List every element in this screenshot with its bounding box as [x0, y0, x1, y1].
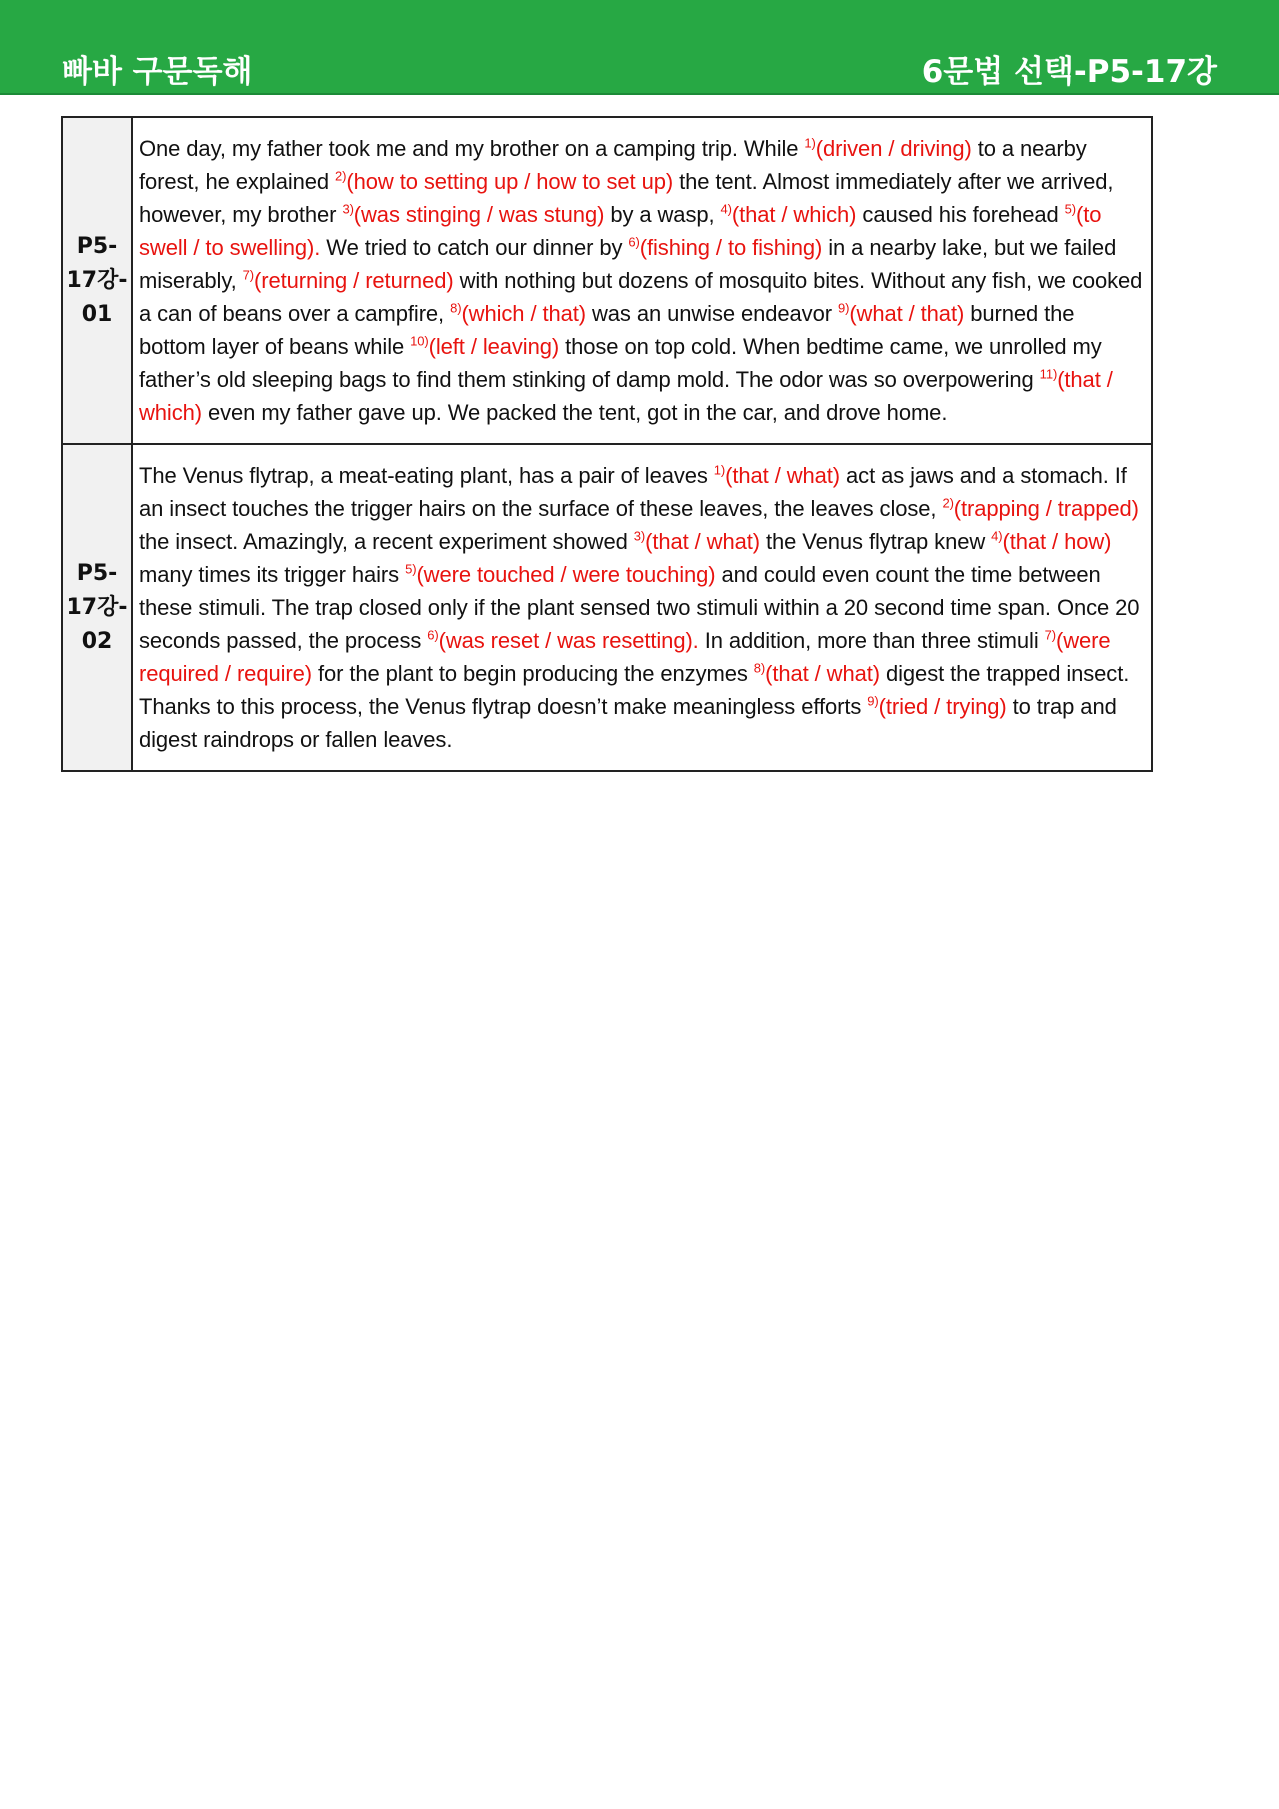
passage-text: caused his forehead [856, 202, 1065, 227]
passage-text: act as jaws and a stomach. If an insect touches the trigger hairs on the surface of these leaves, the leaves close, [139, 463, 1127, 521]
blank-number: 3) [633, 528, 646, 544]
passage-text: to a nearby forest, he explained [139, 136, 1087, 194]
blank-number: 10) [410, 333, 429, 349]
passage-text: even my father gave up. We packed the tent, got in the car, and drove home. [201, 400, 948, 425]
passage-text: many times its trigger hairs [139, 562, 406, 587]
blank-number: 6) [628, 234, 640, 250]
exercise-code [62, 117, 132, 444]
exercise-code-line: 02 [81, 628, 113, 654]
worksheet-title: 6문법 선택-P5-17강 [921, 54, 1217, 90]
passage-text: and could even count the time between these stimuli. The trap closed only if the plant sensed two stimuli within a 20 second time span. Once 20 seconds passed, the process [139, 562, 1140, 653]
passage-text: In addition, more than three stimuli [698, 628, 1045, 653]
answer-choice: (that / which) [139, 367, 1113, 425]
passage-text: the tent. Almost immediately after we arrived, however, my brother [139, 169, 1114, 227]
answer-choice: (how to setting up / how to set up) [346, 169, 674, 194]
passage-text: was an unwise endeavor [585, 301, 838, 326]
exercise-passage [132, 444, 1152, 771]
blank-number: 1) [804, 135, 816, 151]
answer-choice: (that / what) [645, 529, 760, 554]
passage-text: for the plant to begin producing the enzymes [311, 661, 754, 686]
passage-text: by a wasp, [604, 202, 721, 227]
answer-choice: (was stinging / was stung) [353, 202, 605, 227]
answer-choice: (tried / trying) [878, 694, 1007, 719]
answer-choice: (which / that) [461, 301, 586, 326]
blank-number: 5) [405, 561, 417, 577]
blank-number: 9) [867, 693, 879, 709]
passage-text: the insect. Amazingly, a recent experiment showed [139, 529, 634, 554]
passage-text: in a nearby lake, but we failed miserably, [139, 235, 1117, 293]
blank-number: 8) [753, 660, 766, 676]
blank-number: 2) [942, 495, 954, 511]
blank-number: 1) [713, 462, 726, 478]
answer-choice: (was reset / was resetting). [438, 628, 699, 653]
passage-text: digest the trapped insect. Thanks to this process, the Venus flytrap doesn’t make meaningless efforts [139, 661, 1130, 719]
answer-choice: (fishing / to fishing) [639, 235, 823, 260]
answer-choice: (trapping / trapped) [953, 496, 1139, 521]
answer-choice: (driven / driving) [815, 136, 972, 161]
answer-choice: (that / what) [765, 661, 880, 686]
passage-text: One day, my father took me and my brother on a camping trip. While [139, 136, 805, 161]
answer-choice: (were required / require) [139, 628, 1111, 686]
passage-text: burned the bottom layer of beans while [139, 301, 1075, 359]
answer-choice: (that / which) [731, 202, 857, 227]
exercise-code-line: P5- [76, 560, 118, 586]
blank-number: 4) [720, 201, 732, 217]
blank-number: 7) [242, 267, 254, 283]
exercise-passage [132, 117, 1152, 444]
answer-choice: (left / leaving) [428, 334, 560, 359]
answer-choice: (what / that) [849, 301, 965, 326]
answer-choice: (that / what) [725, 463, 841, 488]
book-title: 빠바 구문독해 [62, 54, 253, 90]
blank-number: 3) [342, 201, 354, 217]
exercise-code-line: 01 [81, 301, 113, 327]
exercise-table [61, 116, 1153, 772]
blank-number: 2) [335, 168, 347, 184]
passage-text: the Venus flytrap knew [759, 529, 992, 554]
exercise-row [62, 444, 1152, 771]
blank-number: 8) [450, 300, 462, 316]
passage-text: with nothing but dozens of mosquito bites. Without any fish, we cooked a can of beans over a campfire, [139, 268, 1143, 326]
answer-choice: (that / how) [1002, 529, 1112, 554]
passage-text: The Venus flytrap, a meat-eating plant, has a pair of leaves [139, 463, 714, 488]
exercise-code-line: 17강- [66, 267, 128, 293]
blank-number: 5) [1064, 201, 1077, 217]
blank-number: 4) [991, 528, 1003, 544]
page-header [0, 0, 1279, 95]
exercise-code-line: 17강- [66, 594, 128, 620]
exercise-code-line: P5- [76, 233, 118, 259]
blank-number: 9) [837, 300, 850, 316]
blank-number: 11) [1039, 366, 1058, 382]
passage-text: those on top cold. When bedtime came, we unrolled my father’s old sleeping bags to find them stinking of damp mold. The odor was so overpowering [139, 334, 1102, 392]
passage-text: We tried to catch our dinner by [320, 235, 629, 260]
exercise-row [62, 117, 1152, 444]
answer-choice: (returning / returned) [254, 268, 454, 293]
answer-choice: (to swell / to swelling). [139, 202, 1102, 260]
answer-choice: (were touched / were touching) [416, 562, 716, 587]
blank-number: 7) [1044, 627, 1056, 643]
blank-number: 6) [427, 627, 439, 643]
exercise-code [62, 444, 132, 771]
passage-text: to trap and digest raindrops or fallen leaves. [139, 694, 1117, 752]
